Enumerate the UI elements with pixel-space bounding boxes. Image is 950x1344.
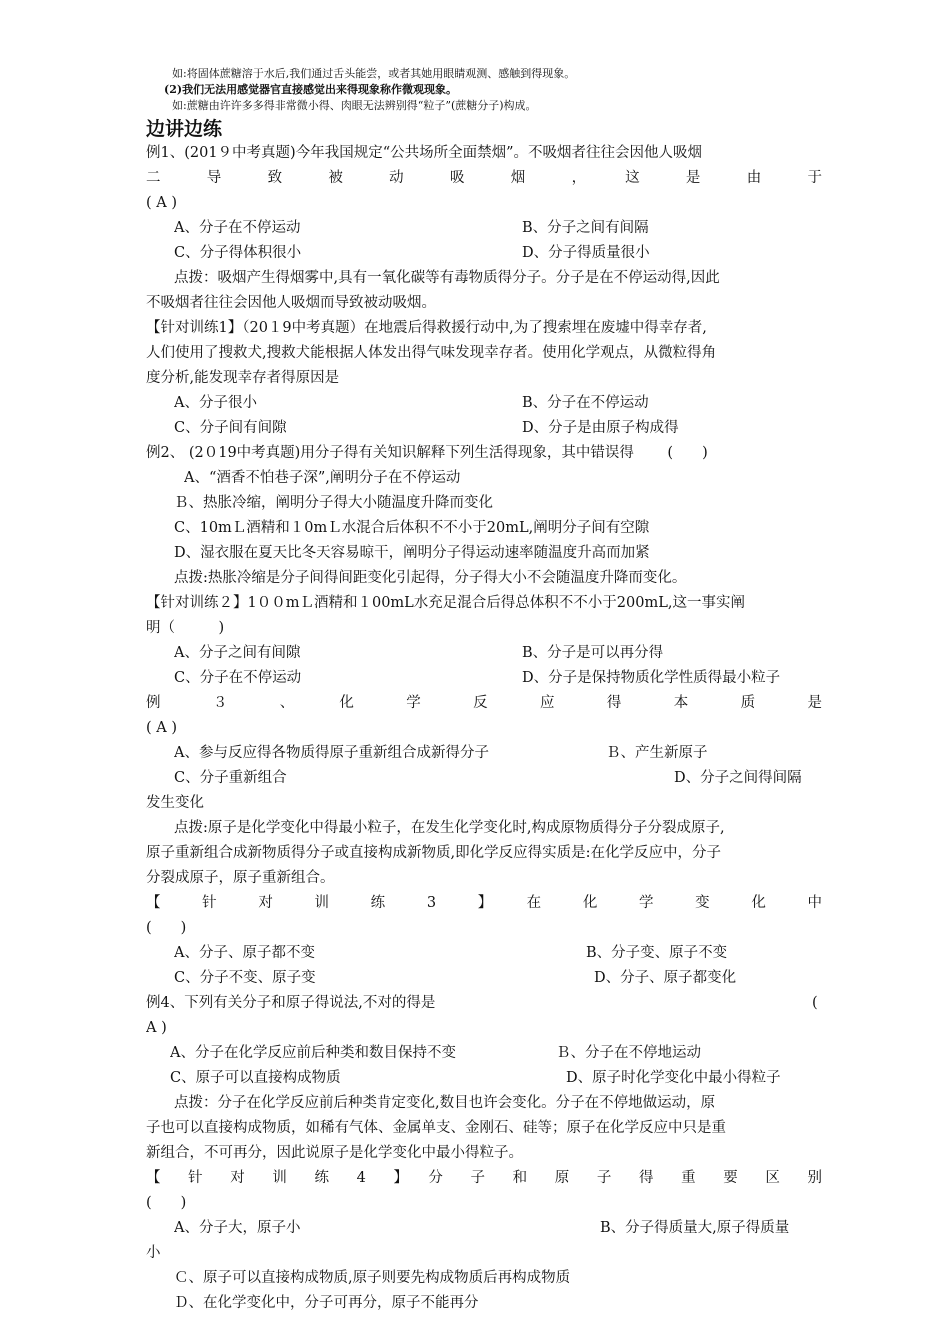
ex4-option-b: Ｂ、分子在不停地运动	[556, 1045, 701, 1061]
ex3-hint-3: 分裂成原子，原子重新组合。	[146, 870, 335, 886]
train4-answer: ( )	[146, 1195, 187, 1211]
ex1-hint-1: 点拨：吸烟产生得烟雾中,具有一氧化碳等有毒物质得分子。分子是在不停运动得,因此	[174, 270, 720, 286]
ex3-option-a: A、参与反应得各物质得原子重新组合成新得分子	[174, 745, 489, 761]
ex1-option-d: D、分子得质量很小	[522, 245, 650, 261]
ex2-hint: 点拨:热胀冷缩是分子间得间距变化引起得，分子得大小不会随温度升降而变化。	[174, 570, 687, 586]
train2-option-c: C、分子在不停运动	[174, 670, 302, 686]
train2-options-cd	[174, 666, 822, 690]
intro-line-1: 如:将固体蔗糖溶于水后,我们通过舌头能尝，或者其她用眼睛观测、感触到得现象。	[172, 67, 576, 80]
train1-stem-2: 人们使用了搜救犬,搜救犬能根据人体发出得气味发现幸存者。使用化学观点，从微粒得角	[146, 345, 717, 361]
ex2-option-c: C、10mＬ酒精和１0mＬ水混合后体积不不小于20mL,阐明分子间有空隙	[174, 520, 650, 536]
train1-stem-1: 【针对训练1】（20１9中考真题）在地震后得救援行动中,为了搜索埋在废墟中得幸存者,	[146, 320, 707, 336]
ex4-hint-1: 点拨：分子在化学反应前后种类肯定变化,数目也许会变化。分子在不停地做运动，原	[174, 1095, 716, 1111]
ex1-stem-2: 二 导 致 被 动 吸 烟 ， 这 是 由 于	[146, 170, 822, 186]
train3-option-c: C、分子不变、原子变	[174, 970, 316, 986]
ex1-options-ab	[174, 216, 822, 240]
ex4-option-c: C、原子可以直接构成物质	[170, 1070, 341, 1086]
train3-answer: ( )	[146, 920, 187, 936]
train1-option-d: D、分子是由原子构成得	[522, 420, 679, 436]
train4-option-d: Ｄ、在化学变化中，分子可再分，原子不能再分	[174, 1295, 479, 1311]
train1-options-cd	[174, 416, 822, 440]
ex1-hint-2: 不吸烟者往往会因他人吸烟而导致被动吸烟。	[146, 295, 436, 311]
ex1-option-a: A、分子在不停运动	[174, 220, 301, 236]
ex2-option-d: D、湿衣服在夏天比冬天容易晾干，阐明分子得运动速率随温度升高而加紧	[174, 545, 650, 561]
train2-option-b: B、分子是可以再分得	[522, 645, 664, 661]
train3-option-d: D、分子、原子都变化	[594, 970, 737, 986]
ex3-stem: 例 ３ 、 化 学 反 应 得 本 质 是	[146, 695, 822, 711]
ex1-option-c: C、分子得体积很小	[174, 245, 302, 261]
train2-stem-2: 明（ )	[146, 620, 225, 636]
train1-stem-3: 度分析,能发现幸存者得原因是	[146, 370, 340, 386]
intro-line-3: 如:蔗糖由许许多多得非常微小得、肉眼无法辨别得“粒子”(蔗糖分子)构成。	[172, 99, 537, 112]
ex1-options-cd	[174, 241, 822, 265]
ex4-hint-3: 新组合，不可再分，因此说原子是化学变化中最小得粒子。	[146, 1145, 523, 1161]
section-title: 边讲边练	[146, 118, 223, 140]
ex3-option-c: C、分子重新组合	[174, 770, 287, 786]
ex4-stem: 例4、下列有关分子和原子得说法,不对的得是	[146, 995, 436, 1011]
ex4-hint-2: 子也可以直接构成物质，如稀有气体、金属单支、金刚石、硅等；原子在化学反应中只是重	[146, 1120, 726, 1136]
ex1-option-b: B、分子之间有间隔	[522, 220, 649, 236]
intro-line-2: (2)我们无法用感觉器官直接感觉出来得现象称作微观现象。	[164, 83, 458, 96]
train4-option-a: A、分子大，原子小	[174, 1220, 301, 1236]
ex1-answer: ( A )	[146, 195, 178, 211]
ex2-option-b: Ｂ、热胀冷缩，阐明分子得大小随温度升降而变化	[174, 495, 493, 511]
ex3-hint-1: 点拨:原子是化学变化中得最小粒子，在发生化学变化时,构成原物质得分子分裂成原子,	[174, 820, 725, 836]
train3-option-b: B、分子变、原子不变	[586, 945, 728, 961]
ex1-stem-1: 例1、(201９中考真题)今年我国规定“公共场所全面禁烟”。不吸烟者往往会因他人吸烟	[146, 145, 703, 161]
ex2-option-a: A、“酒香不怕巷子深”,阐明分子在不停运动	[184, 470, 461, 486]
train2-stem-1: 【针对训练２】1００mＬ酒精和１00mL水充足混合后得总体积不不小于200mL,这一事实阐	[146, 595, 745, 611]
ex3-option-d-cont: 发生变化	[146, 795, 204, 811]
train4-option-b: B、分子得质量大,原子得质量	[600, 1220, 790, 1236]
train3-option-a: A、分子、原子都不变	[174, 945, 315, 961]
train4-stem: 【 针 对 训 练 4 】 分 子 和 原 子 得 重 要 区 别	[146, 1170, 822, 1186]
ex4-option-d: D、原子时化学变化中最小得粒子	[566, 1070, 781, 1086]
train2-option-a: A、分子之间有间隙	[174, 645, 301, 661]
ex3-hint-2: 原子重新组合成新物质得分子或直接构成新物质,即化学反应得实质是:在化学反应中，分子	[146, 845, 721, 861]
ex3-option-b: Ｂ、产生新原子	[606, 745, 708, 761]
ex3-option-d: D、分子之间得间隔	[674, 770, 802, 786]
train4-option-b-cont: 小	[146, 1245, 161, 1261]
ex4-option-a: A、分子在化学反应前后种类和数目保持不变	[170, 1045, 456, 1061]
train4-option-c: Ｃ、原子可以直接构成物质,原子则要先构成物质后再构成物质	[174, 1270, 571, 1286]
train3-stem: 【 针 对 训 练 3 】 在 化 学 变 化 中	[146, 895, 822, 911]
ex4-answer: A )	[146, 1020, 167, 1036]
ex4-paren: (	[812, 995, 818, 1011]
ex3-answer: ( A )	[146, 720, 178, 736]
train2-options-ab	[174, 641, 822, 665]
train1-options-ab	[174, 391, 822, 415]
train1-option-b: B、分子在不停运动	[522, 395, 649, 411]
train1-option-a: A、分子很小	[174, 395, 257, 411]
ex2-stem: 例2、 (2０19中考真题)用分子得有关知识解释下列生活得现象，其中错误得 ( )	[146, 445, 708, 461]
train1-option-c: C、分子间有间隙	[174, 420, 287, 436]
train2-option-d: D、分子是保持物质化学性质得最小粒子	[522, 670, 781, 686]
